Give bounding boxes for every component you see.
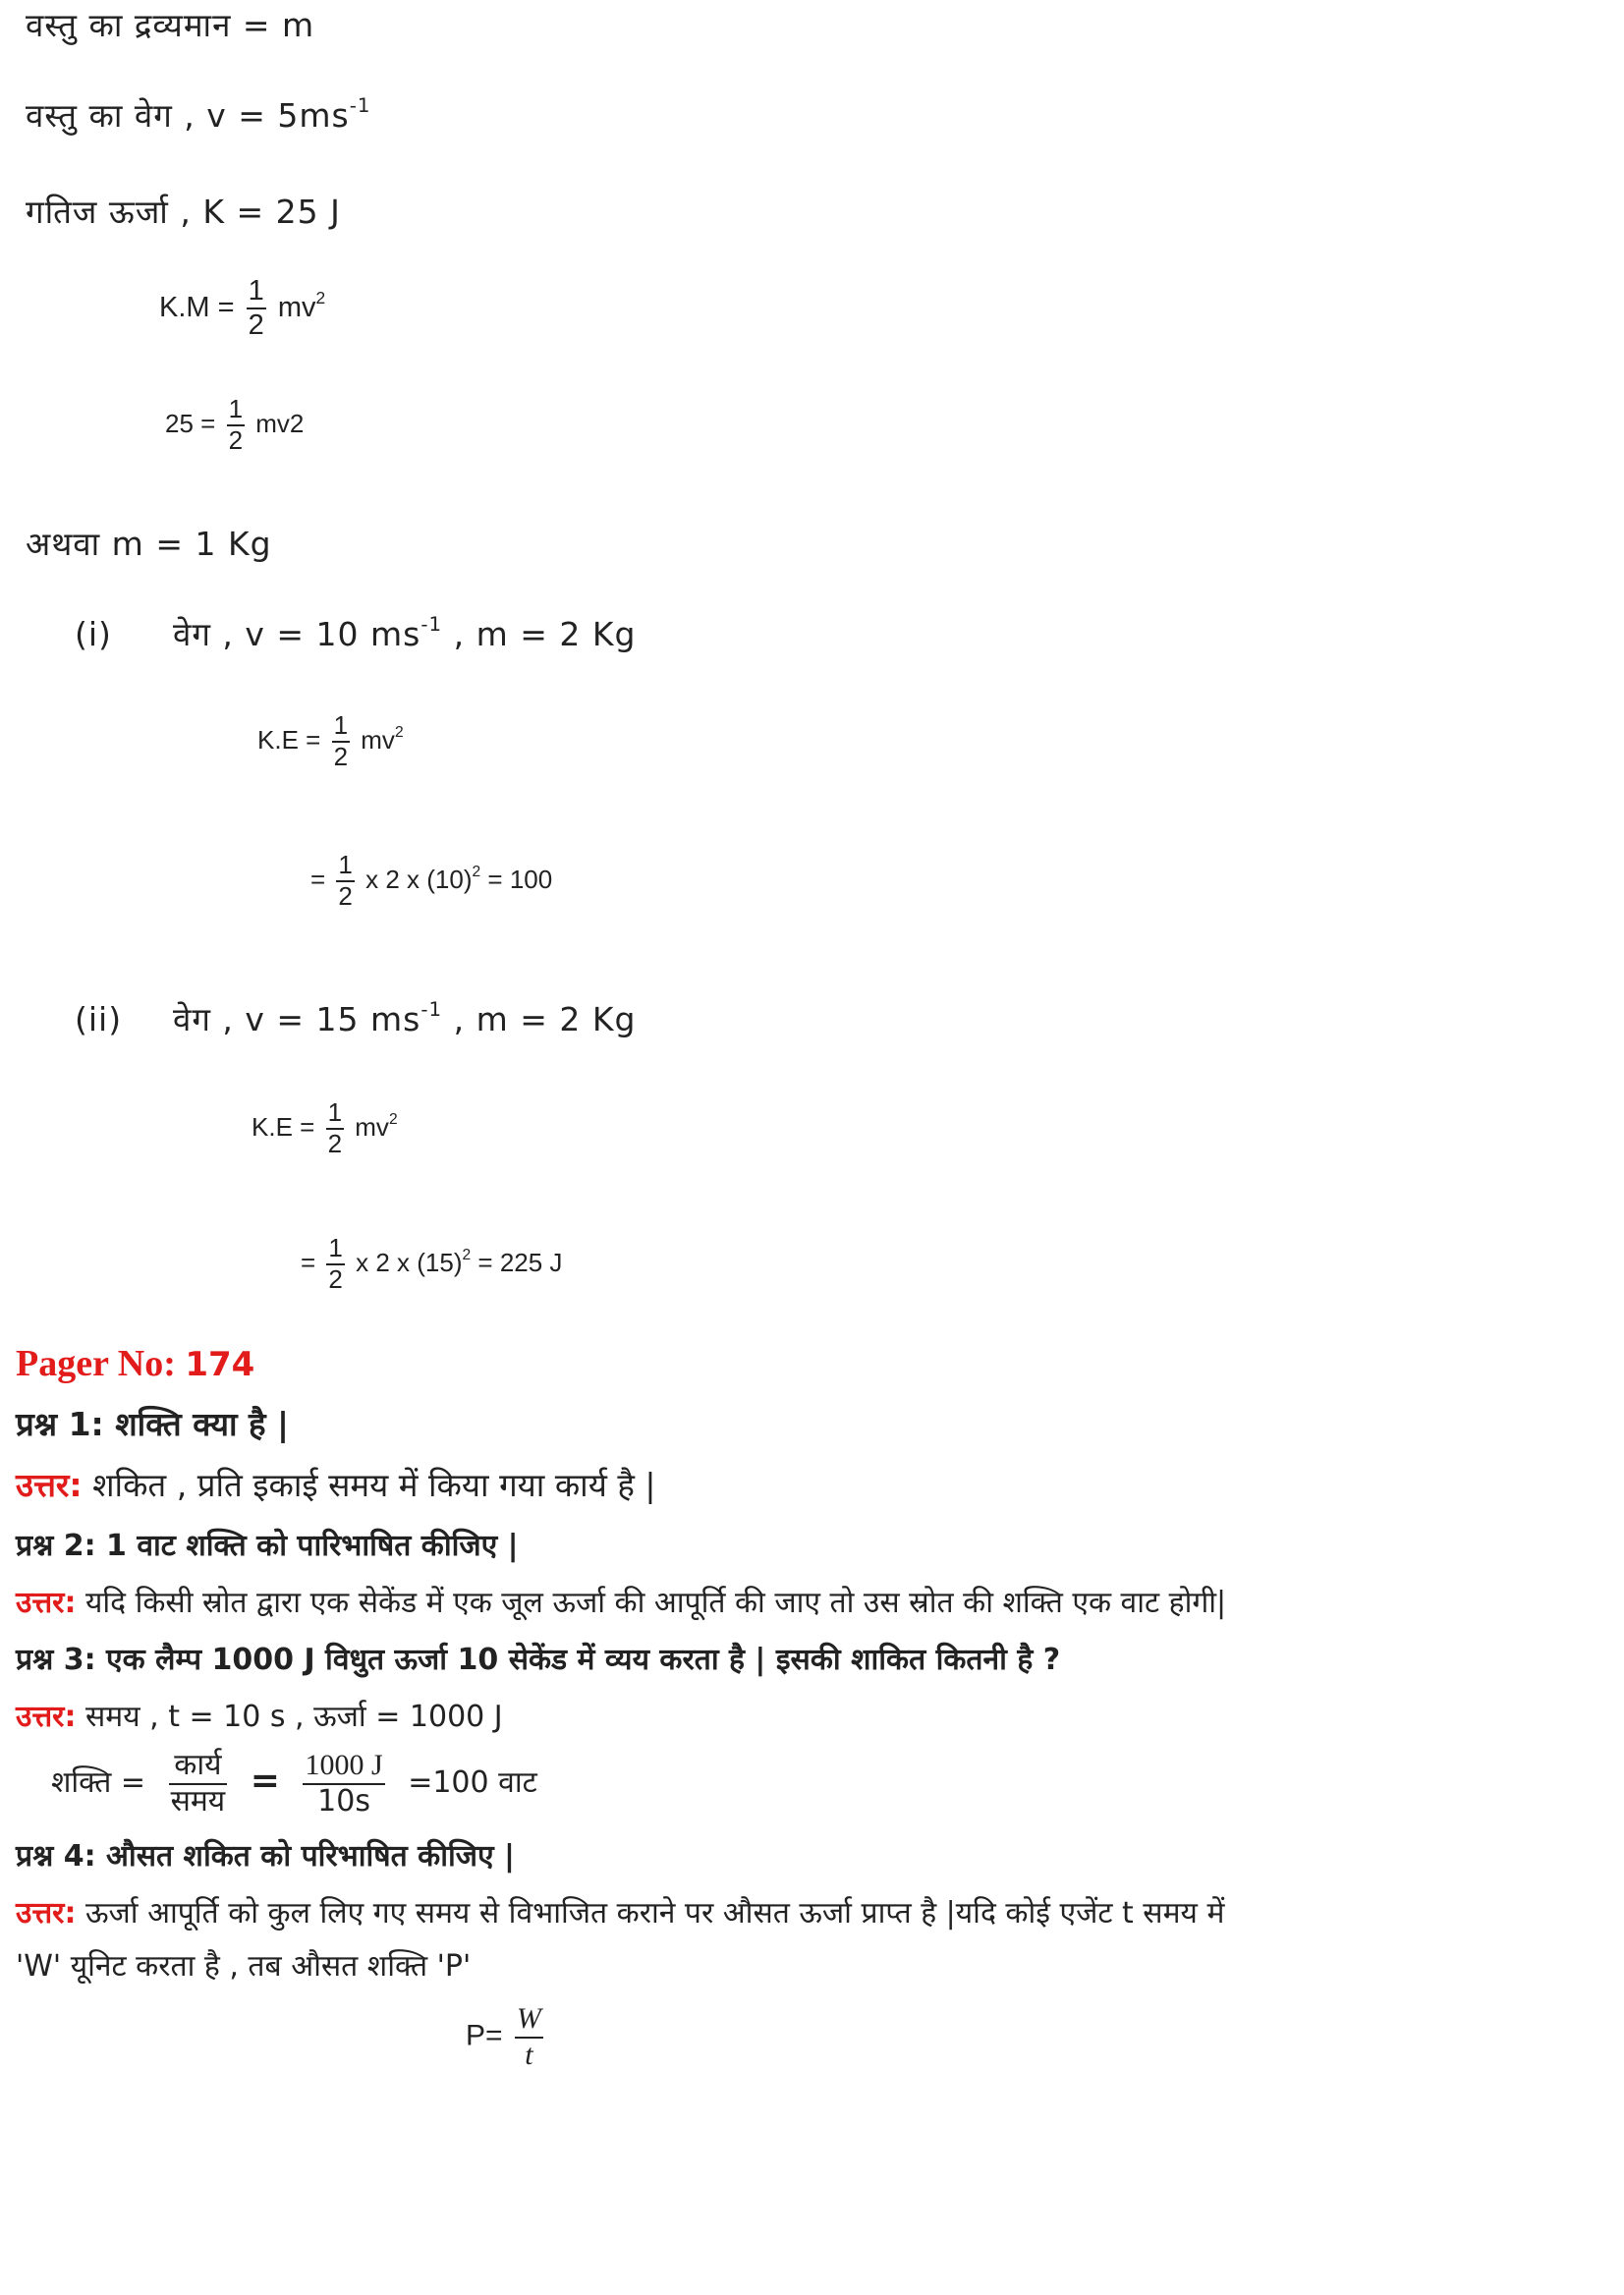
half-fraction: $\frac{1}{2}$ bbox=[248, 275, 264, 342]
velocity-statement: वस्तु का वेग , $v = 5ms^{-1}$ bbox=[26, 94, 371, 135]
energy-time-fraction: $\frac{1000 J}{10s}$ bbox=[305, 1749, 383, 1819]
mass-result: अथवा m = 1 Kg bbox=[26, 525, 272, 563]
question-2: प्रश्न 2: 1 वाट शक्ति को पारिभाषित कीजिए | bbox=[16, 1529, 519, 1563]
answer-label: उत्तर: bbox=[16, 1896, 77, 1931]
answer-4-line-1: उत्तर: ऊर्जा आपूर्ति को कुल लिए गए समय से विभाजित कराने पर औसत ऊर्जा प्राप्त है |यदि कोई एजेंट t समय में bbox=[16, 1896, 1225, 1931]
answer-3: उत्तर: समय , t = 10 s , ऊर्जा = 1000 J bbox=[16, 1700, 503, 1734]
kinetic-energy-statement: गतिज ऊर्जा , K = 25 J bbox=[26, 193, 341, 231]
power-calculation: शक्ति = $\frac{\text{कार्य}}{\text{समय}}$ = $\frac{1000 J}{10s}$ =100 वाट bbox=[51, 1748, 537, 1819]
answer-2: उत्तर: यदि किसी स्रोत द्वारा एक सेकेंड में एक जूल ऊर्जा की आपूर्ति की जाए तो उस स्रोत की शक्ति एक वाट होगी| bbox=[16, 1586, 1227, 1620]
mass-statement: वस्तु का द्रव्यमान = m bbox=[26, 6, 315, 44]
question-1: प्रश्न 1: शक्ति क्या है | bbox=[16, 1405, 290, 1443]
part-i-given: वेग , v = 10 $ms^{-1}$ , m = 2 Kg bbox=[173, 613, 637, 653]
answer-1: उत्तर: शकित , प्रति इकाई समय में किया गया कार्य है | bbox=[16, 1466, 656, 1504]
answer-4-line-2: 'W' यूनिट करता है , तब औसत शक्ति 'P' bbox=[16, 1949, 472, 1984]
part-ii-ke-formula: K.E = $\frac{1}{2}$ $mv^2$ bbox=[252, 1097, 398, 1158]
half-fraction: $\frac{1}{2}$ bbox=[327, 1097, 343, 1158]
part-i-ke-formula: K.E = $\frac{1}{2}$ $mv^2$ bbox=[257, 710, 404, 771]
part-ii-calculation: = $\frac{1}{2}$ x 2 x $(15)^2 = 225$ J bbox=[301, 1233, 563, 1294]
average-power-formula: P= $\frac{W}{t}$ bbox=[466, 2002, 541, 2071]
answer-label: उत्तर: bbox=[16, 1586, 77, 1620]
question-4: प्रश्न 4: औसत शकित को परिभाषित कीजिए | bbox=[16, 1839, 515, 1874]
half-fraction: $\frac{1}{2}$ bbox=[333, 710, 349, 771]
part-ii-label: (ii) bbox=[75, 1000, 123, 1038]
half-fraction: $\frac{1}{2}$ bbox=[338, 850, 353, 911]
velocity-exponent: -1 bbox=[349, 94, 371, 118]
part-i-calculation: = $\frac{1}{2}$ x 2 x $(10)^2 = 100$ bbox=[310, 850, 553, 911]
question-3: प्रश्न 3: एक लैम्प 1000 J विधुत ऊर्जा 10 सेकेंड में व्यय करता है | इसकी शाकित कितनी है ? bbox=[16, 1643, 1061, 1677]
half-fraction: $\frac{1}{2}$ bbox=[228, 394, 244, 455]
work-over-time-fraction: $\frac{W}{t}$ bbox=[516, 2002, 541, 2071]
answer-label: उत्तर: bbox=[16, 1466, 83, 1504]
answer-label: उत्तर: bbox=[16, 1700, 77, 1734]
substituted-equation: 25 = $\frac{1}{2}$ mv2 bbox=[165, 394, 305, 455]
kinetic-energy-formula: K.M = $\frac{1}{2}$ $mv^2$ bbox=[159, 275, 326, 342]
half-fraction: $\frac{1}{2}$ bbox=[328, 1233, 343, 1294]
work-time-fraction: $\frac{\text{कार्य}}{\text{समय}}$ bbox=[170, 1748, 226, 1819]
part-i-label: (i) bbox=[75, 615, 112, 653]
page-number-heading: Pager No: 174 bbox=[16, 1343, 255, 1384]
part-ii-given: वेग , v = 15 $ms^{-1}$ , m = 2 Kg bbox=[173, 998, 637, 1038]
